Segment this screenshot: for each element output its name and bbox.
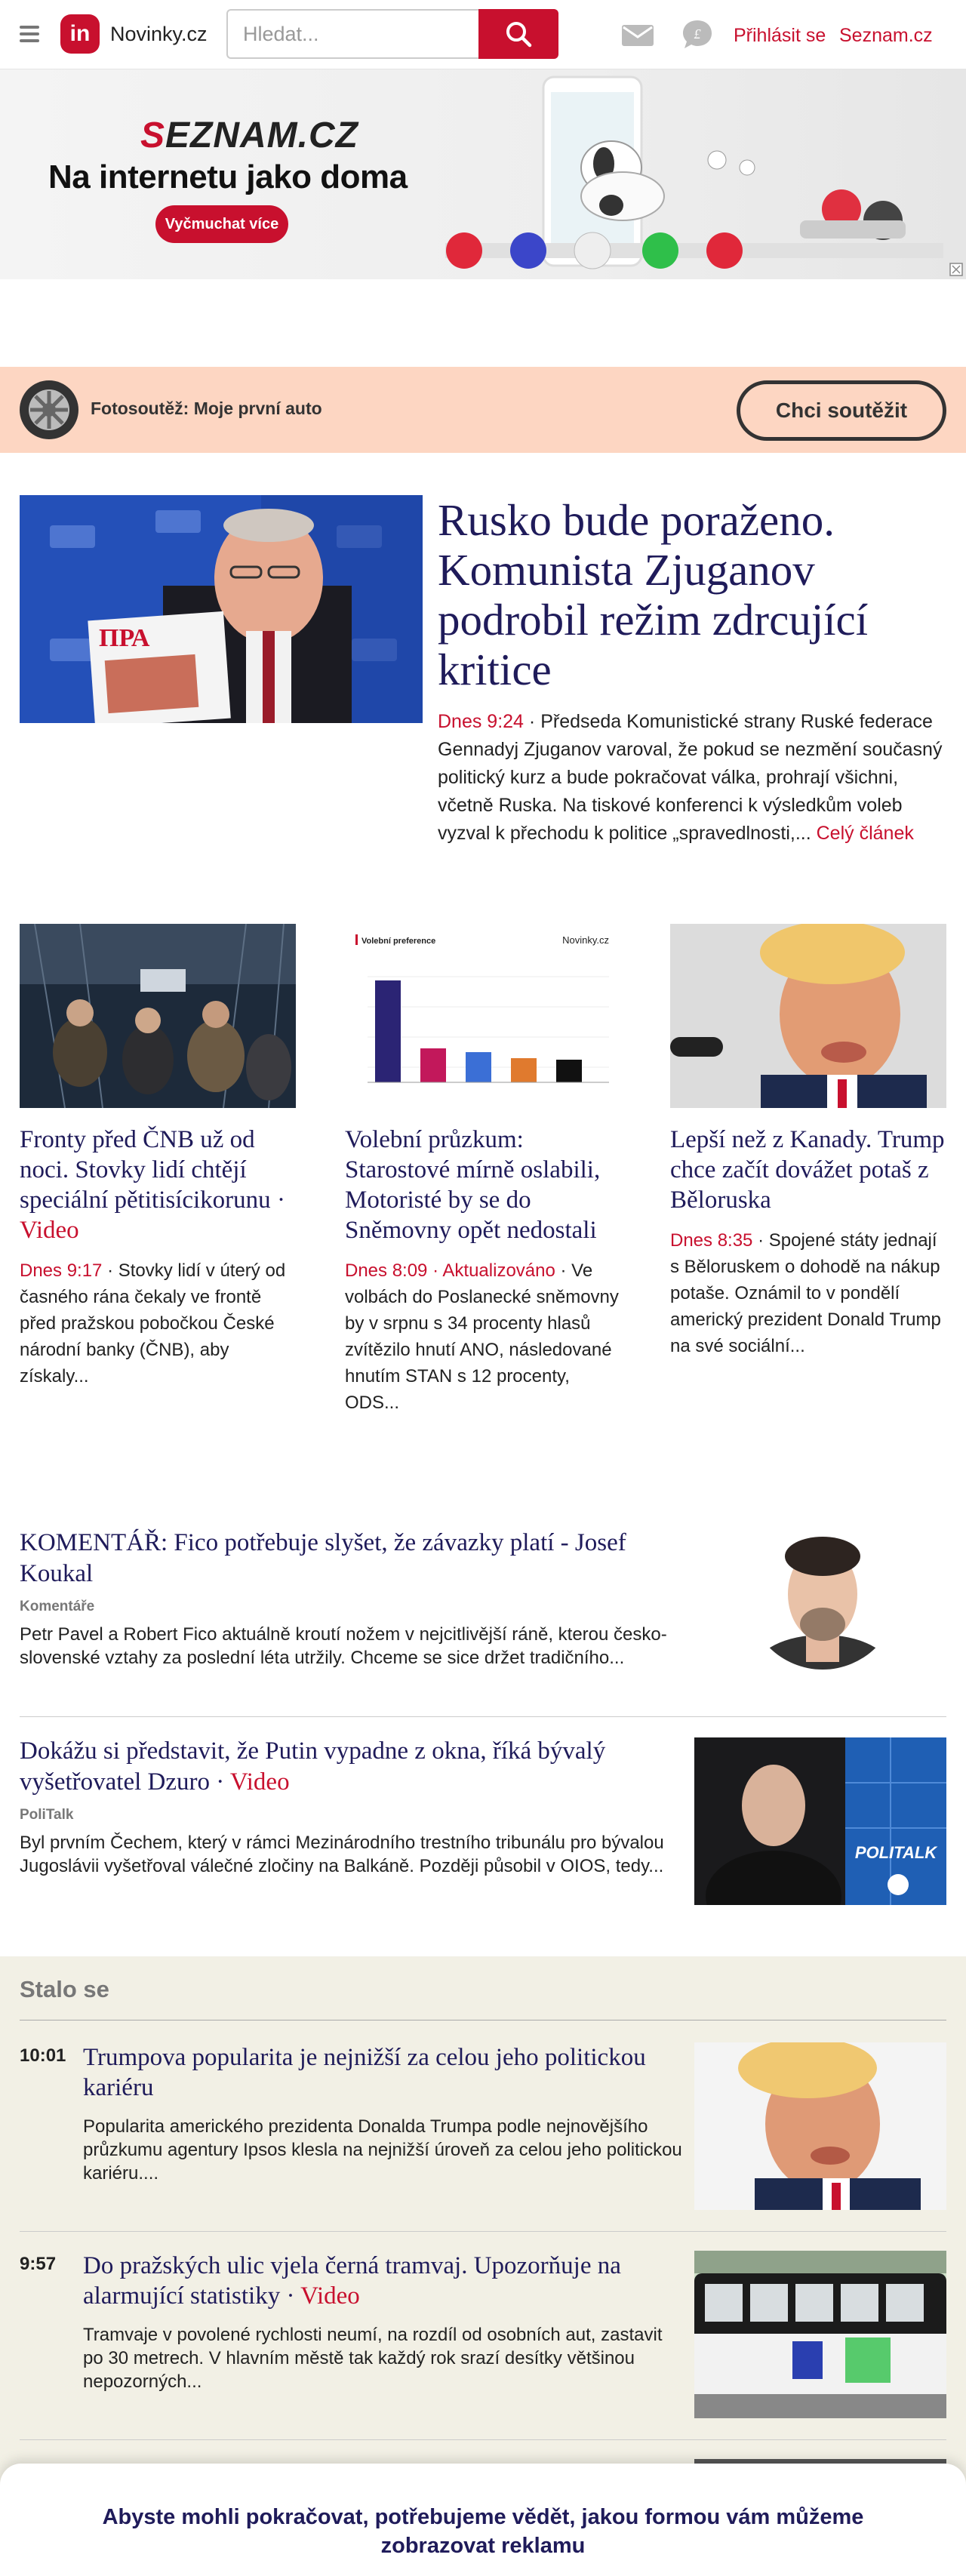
mail-icon[interactable] <box>622 25 654 46</box>
photo-contest-bar <box>0 367 966 453</box>
column-article-perex: Dnes 8:09 · Aktualizováno · Ve volbách do Poslanecké sněmovny by v srpnu s 34 procenty hlasů zvítězilo hnutí ANO, následované hnutím STAN s 12 procenty, ODS... <box>345 1260 619 1413</box>
column-article-title[interactable]: Fronty před ČNB už od noci. Stovky lidí chtějí speciální pětitisícikorunu · Video <box>20 1126 285 1244</box>
column-article-image[interactable] <box>20 924 296 1108</box>
list-article-title[interactable]: KOMENTÁŘ: Fico potřebuje slyšet, že závazky platí - Josef Koukal <box>20 1529 626 1587</box>
logo-mark[interactable]: in <box>60 14 100 54</box>
lead-article-time: Dnes 9:24 <box>438 711 524 732</box>
hamburger-icon[interactable] <box>20 26 39 42</box>
list-article-perex: Petr Pavel a Robert Fico aktuálně kroutí nožem v nejcitlivější ráně, kterou česko-slovenské vztahy za poslední léta utržily. Chceme se sice držet tradičního... <box>20 1624 667 1668</box>
consent-text: Abyste mohli pokračovat, potřebujeme vědět, jakou formou vám můžeme zobrazovat reklamu <box>102 2505 864 2558</box>
search-icon <box>503 19 534 49</box>
list-article-perex: Byl prvním Čechem, který v rámci Mezinárodního trestního tribunálu pro bývalou Jugoslávii vyšetřoval válečné zločiny na Balkáně. Později působil v OIOS, tedy... <box>20 1833 664 1876</box>
stalo-item <box>20 2251 946 2424</box>
column-article <box>345 924 621 1416</box>
ad-banner[interactable] <box>0 69 966 279</box>
lead-article-image[interactable] <box>20 495 423 723</box>
stalo-item-time: 10:01 <box>20 2045 66 2066</box>
wheel-icon <box>18 379 80 441</box>
list-article-source[interactable]: PoliTalk <box>20 1807 74 1823</box>
author-avatar[interactable] <box>747 1519 898 1670</box>
column-article-perex: Dnes 9:17 · Stovky lidí v úterý od časného rána čekaly ve frontě před pražskou pobočkou České národní banky (ČNB), aby získaly... <box>20 1260 286 1386</box>
poll-thumb-brand: Novinky.cz <box>562 934 609 946</box>
site-header <box>0 0 966 69</box>
banner-headline: Na internetu jako doma <box>48 158 408 195</box>
ad-info-icon[interactable] <box>949 263 963 276</box>
lead-article-perex: Dnes 9:24 · Předseda Komunistické strany Ruské federace Gennadyj Zjuganov varoval, že pokud se nezmění současný politický kurz a bude pokračovat válka, prohrají všichni, včetně Ruska. Na tiskové konferenci k výsledkům voleb vyzval k přechodu k politice „spravedlnosti,... Celý článek <box>438 711 943 844</box>
logo-text[interactable]: Novinky.cz <box>110 23 208 45</box>
divider <box>20 1716 946 1717</box>
divider <box>20 2231 946 2232</box>
stalo-item-title[interactable]: Trumpova popularita je nejnižší za celou jeho politickou kariéru <box>83 2044 646 2101</box>
banner-brand: SEZNAM.CZ <box>140 115 358 155</box>
lead-article-title[interactable]: Rusko bude poraženo. Komunista Zjuganov podrobil režim zdrcující kritice <box>438 495 869 694</box>
column-article-title[interactable]: Volební průzkum: Starostové mírně oslabili, Motoristé by se do Sněmovny opět nedostali <box>345 1126 601 1244</box>
stalo-item-time: 9:57 <box>20 2254 57 2274</box>
column-article-title[interactable]: Lepší než z Kanady. Trump chce začít dovážet potaš z Běloruska <box>670 1126 945 1214</box>
login-link[interactable]: Přihlásit se <box>734 25 826 46</box>
search-button[interactable] <box>478 9 558 59</box>
stalo-item <box>20 2042 946 2216</box>
banner-cta-button[interactable]: Vyčmuchat více <box>155 205 288 243</box>
read-more-link[interactable]: Celý článek <box>816 823 914 844</box>
list-article-image[interactable] <box>694 1737 946 1905</box>
stalo-item-image[interactable] <box>694 2251 946 2418</box>
stalo-item-perex: Tramvaje v povolené rychlosti neumí, na rozdíl od osobních aut, zastavit po 30 metrech. V hlavním městě tak každý rok srazí desítky většinou nepozorných... <box>83 2325 663 2392</box>
politalk-label: POLITALK <box>854 1843 937 1862</box>
chat-icon[interactable] <box>681 18 714 51</box>
stalo-item-title[interactable]: Do pražských ulic vjela černá tramvaj. Upozorňuje na alarmující statistiky · Video <box>83 2252 621 2310</box>
column-article-perex: Dnes 8:35 · Spojené státy jednají s Běloruskem o dohodě na nákup potaše. Oznámil to v pondělí americký prezident Donald Trump na své sociální... <box>670 1230 941 1356</box>
section-heading[interactable]: Stalo se <box>20 1976 109 2002</box>
column-article <box>670 924 946 1359</box>
divider <box>20 2439 946 2440</box>
seznam-link[interactable]: Seznam.cz <box>839 25 933 46</box>
column-article-image[interactable] <box>345 924 621 1108</box>
list-article-title[interactable]: Dokážu si představit, že Putin vypadne z okna, říká bývalý vyšetřovatel Dzuro · Video <box>20 1737 606 1796</box>
search-input[interactable] <box>226 9 479 59</box>
svg-text:£: £ <box>694 26 701 42</box>
contest-label[interactable]: Fotosoutěž: Moje první auto <box>91 399 322 418</box>
banner-illustration <box>423 69 966 279</box>
list-article-source[interactable]: Komentáře <box>20 1599 95 1614</box>
column-article <box>20 924 296 1390</box>
consent-dialog <box>0 2464 966 2576</box>
column-article-image[interactable] <box>670 924 946 1108</box>
poll-thumb-title: Volební preference <box>361 937 436 946</box>
contest-button[interactable]: Chci soutěžit <box>737 380 946 441</box>
lead-image-sign: ПРА <box>99 624 150 652</box>
stalo-item-image[interactable] <box>694 2042 946 2210</box>
stalo-item-perex: Popularita amerického prezidenta Donalda Trumpa podle nejnovějšího průzkumu agentury Ipsos klesla na nejnižší úroveň za celou jeho politickou kariéru.... <box>83 2116 682 2184</box>
